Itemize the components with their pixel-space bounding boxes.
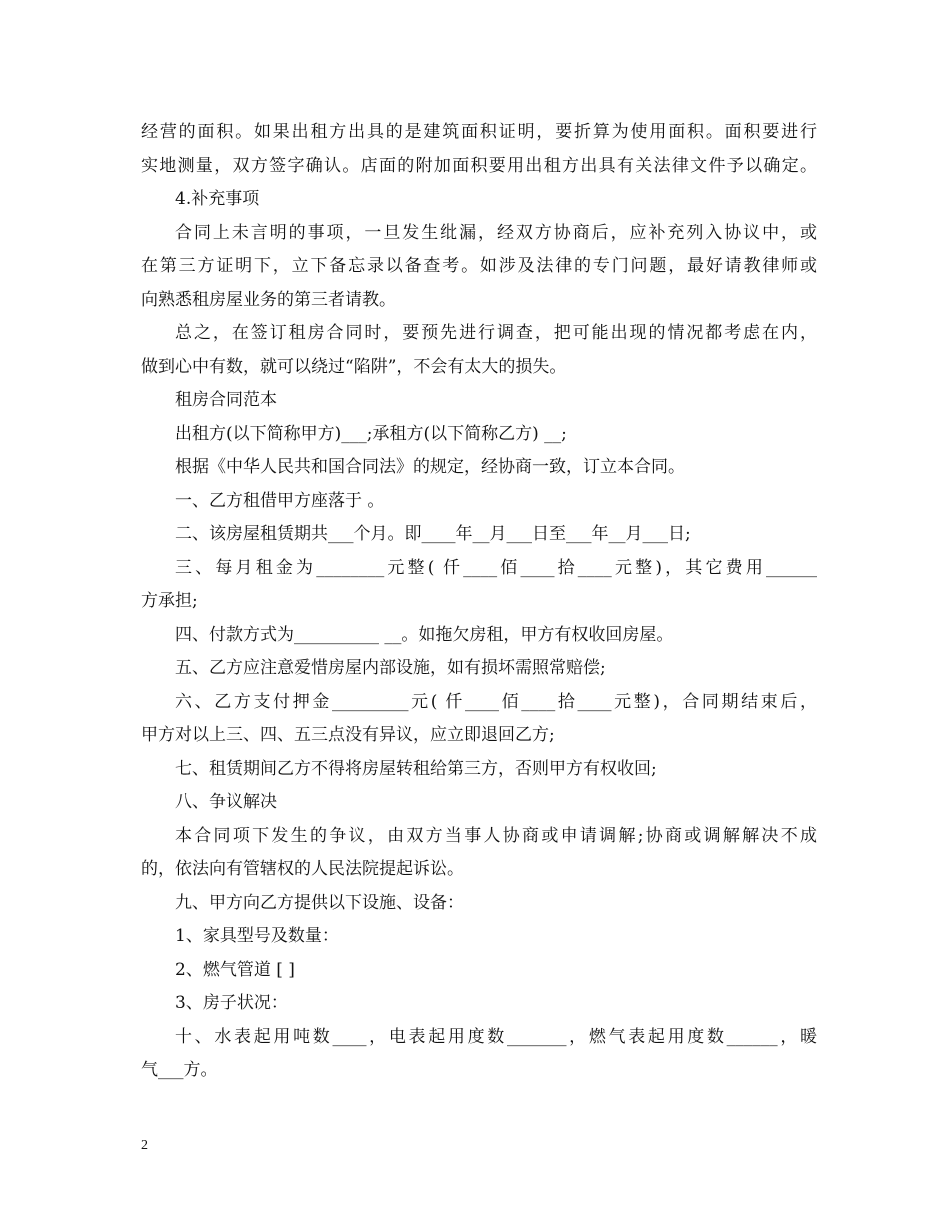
text-line: 经营的面积。如果出租方出具的是建筑面积证明，要折算为使用面积。面积要进行	[141, 122, 817, 142]
clause-line: 方承担;	[141, 591, 198, 611]
clause-line: 六、乙方支付押金_________元( 仟____佰____拾____元整)，合同期结束后，	[175, 691, 817, 712]
text-line: 总之，在签订租房合同时，要预先进行调查，把可能出现的情况都考虑在内，	[175, 323, 817, 343]
text-line: 在第三方证明下，立下备忘录以备查考。如涉及法律的专门问题，最好请教律师或	[141, 256, 817, 276]
text-line: 做到心中有数，就可以绕过“陷阱”，不会有太大的损失。	[141, 356, 567, 377]
clause-line: 气___方。	[141, 1060, 218, 1080]
clause-line: 三、每月租金为________元整( 仟____佰____拾____元整)，其它费用______	[175, 557, 817, 578]
clause-heading: 八、争议解决	[175, 792, 277, 812]
clause-line: 四、付款方式为__________ __。如拖欠房租，甲方有权收回房屋。	[175, 624, 674, 645]
list-item: 3、房子状况：	[175, 993, 288, 1013]
list-item: 2、燃气管道 [ ]	[175, 959, 295, 980]
clause-line: 二、该房屋租赁期共___个月。即____年__月___日至___年__月___日;	[175, 524, 691, 544]
document-body	[141, 116, 817, 1088]
text-line: 根据《中华人民共和国合同法》的规定，经协商一致，订立本合同。	[175, 457, 685, 477]
clause-line: 十、水表起用吨数____，电表起用度数_______，燃气表起用度数______，暖	[175, 1026, 817, 1047]
contract-title: 租房合同范本	[175, 390, 277, 410]
page-number: 2	[141, 1138, 148, 1153]
clause-line: 九、甲方向乙方提供以下设施、设备：	[175, 892, 464, 913]
clause-line: 一、乙方租借甲方座落于 。	[175, 490, 385, 511]
clause-line: 的，依法向有管辖权的人民法院提起诉讼。	[141, 859, 464, 879]
text-line: 出租方(以下简称甲方)___;承租方(以下简称乙方) __;	[175, 423, 567, 444]
text-line: 合同上未言明的事项，一旦发生纰漏，经双方协商后，应补充列入协议中，或	[175, 222, 817, 243]
clause-line: 七、租赁期间乙方不得将房屋转租给第三方，否则甲方有权收回;	[175, 758, 657, 779]
list-item: 1、家具型号及数量：	[175, 926, 339, 946]
clause-line: 五、乙方应注意爱惜房屋内部设施，如有损坏需照常赔偿;	[175, 658, 606, 678]
clause-line: 本合同项下发生的争议，由双方当事人协商或申请调解;协商或调解解决不成	[175, 825, 817, 846]
text-line: 实地测量，双方签字确认。店面的附加面积要用出租方出具有关法律文件予以确定。	[141, 155, 817, 176]
section-heading: 4.补充事项	[175, 189, 260, 209]
text-line: 向熟悉租房屋业务的第三者请教。	[141, 289, 396, 310]
clause-line: 甲方对以上三、四、五三点没有异议，应立即退回乙方;	[141, 725, 555, 745]
